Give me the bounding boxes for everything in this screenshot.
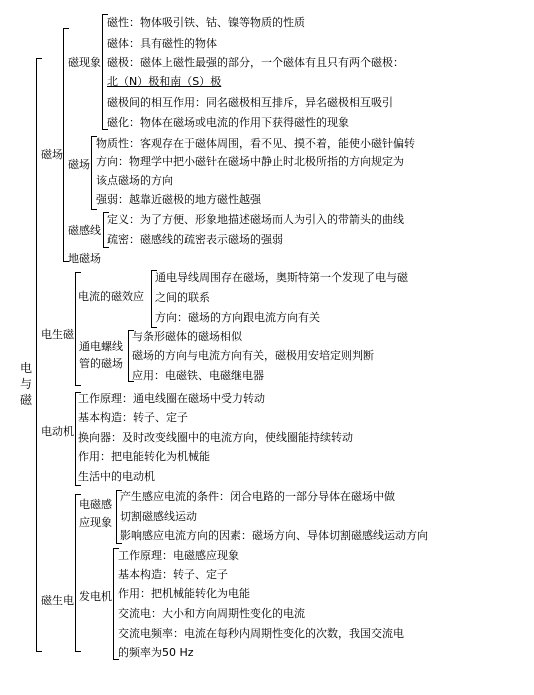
- field-item-2: 方向：物理学中把小磁针在磁场中静止时北极所指的方向规定为: [96, 155, 404, 168]
- current-effect-item-1: 通电导线周围存在磁场，奥斯特第一个发现了电与磁: [155, 271, 408, 284]
- phenomena-bracket: [102, 14, 108, 130]
- phenomena-item-6: 磁化：物体在磁场或电流的作用下获得磁性的现象: [107, 116, 349, 129]
- field-lines-item-2: 疏密：磁感线的疏密表示磁场的强弱: [107, 233, 283, 246]
- induction-phenomenon-item-3: 影响感应电流方向的因素：磁场方向、导体切割磁感线运动方向: [120, 529, 428, 542]
- generator-item-3: 作用：把机械能转化为电能: [118, 587, 250, 600]
- motor-item-5: 生活中的电动机: [78, 470, 155, 483]
- section-induction-label: 磁生电: [41, 594, 74, 607]
- phenomena-item-4: 北（N）极和南（S）极: [107, 75, 222, 88]
- phenomena-item-3: 磁极：磁体上磁性最强的部分，一个磁体有且只有两个磁极：: [107, 56, 404, 69]
- induction-phenomenon-item-1: 产生感应电流的条件：闭合电路的一部分导体在磁场中做: [120, 490, 395, 503]
- root-char-1: 电: [20, 361, 33, 375]
- generator-item-6: 的频率为50 Hz: [118, 646, 194, 659]
- induction-phenomenon-item-2: 切割磁感线运动: [120, 510, 197, 523]
- solenoid-item-3: 应用：电磁铁、电磁继电器: [132, 369, 264, 382]
- generator-item-5: 交流电频率：电流在每秒内周期性变化的次数，我国交流电: [118, 627, 404, 640]
- phenomena-item-1: 磁性：物体吸引铁、钴、镍等物质的性质: [107, 16, 305, 29]
- phenomena-item-5: 磁极间的相互作用：同名磁极相互排斥，异名磁极相互吸引: [107, 96, 393, 109]
- current-effect-item-3: 方向：磁场的方向跟电流方向有关: [155, 311, 320, 324]
- motor-item-3: 换向器：及时改变线圈中的电流方向，使线圈能持续转动: [78, 431, 353, 444]
- current-effect-item-2: 之间的联系: [155, 291, 210, 304]
- generator-item-4: 交流电：大小和方向周期性变化的电流: [118, 607, 305, 620]
- induction-phenomenon-label: 电磁感应现象: [79, 498, 112, 529]
- root-char-3: 磁: [20, 393, 33, 407]
- motor-item-1: 工作原理：通电线圈在磁场中受力转动: [78, 392, 265, 405]
- generator-item-2: 基本构造：转子、定子: [118, 568, 228, 581]
- field-item-3: 该点磁场的方向: [96, 174, 173, 187]
- phenomena-label: 磁现象: [68, 56, 101, 69]
- section-motor-label: 电动机: [41, 425, 74, 438]
- field-lines-item-1: 定义：为了方便、形象地描述磁场而人为引入的带箭头的曲线: [107, 213, 404, 226]
- earth-field-label: 地磁场: [68, 252, 101, 265]
- root-label: [20, 360, 32, 408]
- solenoid-label: 通电螺线管的磁场: [79, 340, 123, 370]
- generator-label: 发电机: [79, 590, 112, 603]
- motor-item-2: 基本构造：转子、定子: [78, 411, 188, 424]
- solenoid-item-1: 与条形磁体的磁场相似: [132, 330, 242, 343]
- field-lines-label: 磁感线: [68, 224, 101, 237]
- root-char-2: 与: [20, 377, 33, 391]
- generator-item-1: 工作原理：电磁感应现象: [118, 549, 239, 562]
- solenoid-item-2: 磁场的方向与电流方向有关，磁极用安培定则判断: [132, 349, 374, 362]
- section-electromagnetism-label: 电生磁: [41, 328, 74, 341]
- field-item-4: 强弱：越靠近磁极的地方磁性越强: [96, 193, 261, 206]
- phenomena-item-2: 磁体：具有磁性的物体: [107, 37, 217, 50]
- generator-bracket: [113, 548, 119, 660]
- current-effect-label: 电流的磁效应: [78, 290, 144, 303]
- field-label: 磁场: [68, 158, 90, 171]
- section-magnetism-label: 磁场: [41, 148, 63, 161]
- motor-item-4: 作用：把电能转化为机械能: [78, 450, 210, 463]
- field-item-1: 物质性：客观存在于磁体周围，看不见、摸不着，能使小磁针偏转: [96, 137, 415, 150]
